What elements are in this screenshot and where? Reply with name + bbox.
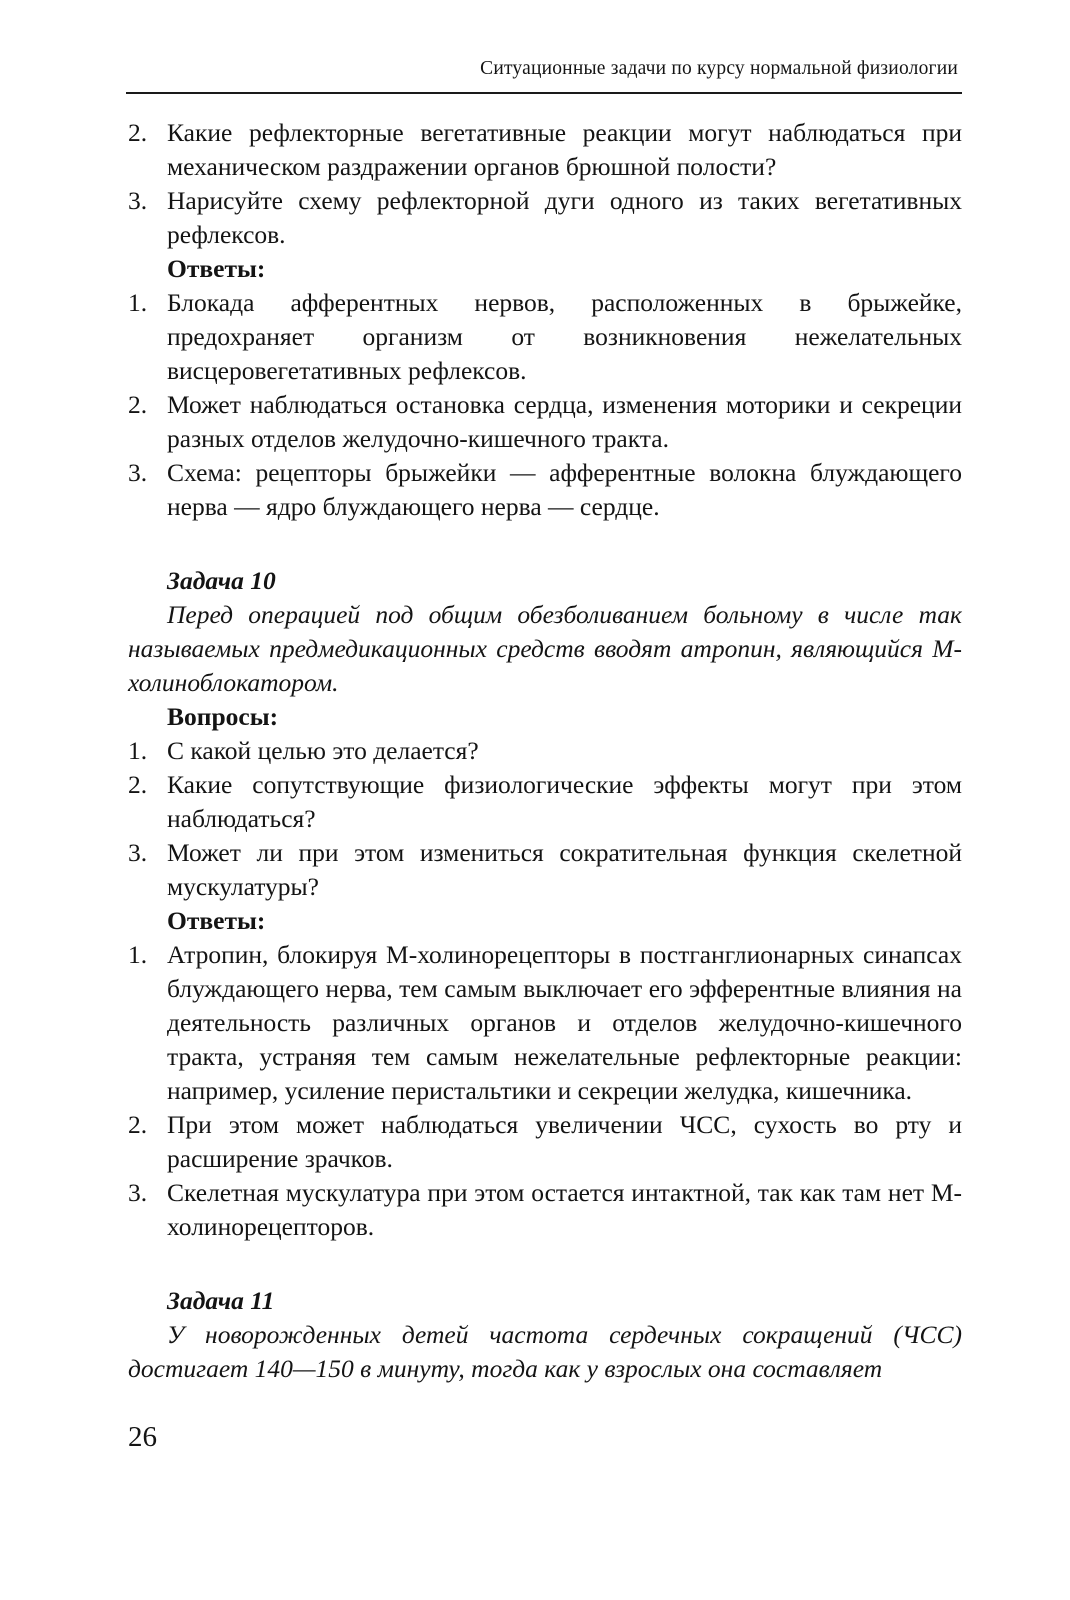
item-number: 2. — [128, 1110, 148, 1139]
item-number: 2. — [128, 390, 148, 419]
answer-item — [128, 456, 962, 524]
running-head: Ситуационные задачи по курсу нормальной физиологии — [480, 58, 958, 79]
answer-item — [128, 388, 962, 456]
questions-heading: Вопросы: — [167, 702, 279, 731]
question-item — [128, 116, 962, 184]
task-statement: У новорожденных детей частота сердечных сокращений (ЧСС) достигает 140—150 в минуту, тогда как у взрослых она составляет — [128, 1320, 962, 1383]
item-number: 3. — [128, 186, 148, 215]
question-item — [128, 734, 962, 768]
item-number: 1. — [128, 288, 148, 317]
answers-heading: Ответы: — [167, 906, 266, 935]
answers-heading: Ответы: — [167, 254, 266, 283]
item-text: Может ли при этом измениться сократительная функция скелетной мускулатуры? — [167, 838, 962, 901]
answer-item — [128, 1176, 962, 1244]
task-statement: Перед операцией под общим обезболиванием больному в числе так называемых предмедикационных средств вводят атропин, являющийся М-холиноблокатором. — [128, 600, 962, 697]
item-number: 3. — [128, 458, 148, 487]
item-text: Какие сопутствующие физиологические эффекты могут при этом наблюдаться? — [167, 770, 962, 833]
item-number: 3. — [128, 1178, 148, 1207]
question-item — [128, 768, 962, 836]
item-number: 2. — [128, 770, 148, 799]
item-text: Нарисуйте схему рефлекторной дуги одного из таких вегетативных рефлексов. — [167, 186, 962, 249]
question-item — [128, 836, 962, 904]
item-number: 2. — [128, 118, 148, 147]
item-text: Схема: рецепторы брыжейки — афферентные волокна блуждающего нерва — ядро блуждающего нерва — сердце. — [167, 458, 962, 521]
item-text: Может наблюдаться остановка сердца, изменения моторики и секреции разных отделов желудочно-кишечного тракта. — [167, 390, 962, 453]
task-title: Задача 10 — [167, 566, 276, 595]
item-text: При этом может наблюдаться увеличении ЧСС, сухость во рту и расширение зрачков. — [167, 1110, 962, 1173]
item-number: 3. — [128, 838, 148, 867]
answer-item — [128, 938, 962, 1108]
item-number: 1. — [128, 940, 148, 969]
item-text: С какой целью это делается? — [167, 736, 479, 765]
question-item — [128, 184, 962, 252]
item-text: Какие рефлекторные вегетативные реакции могут наблюдаться при механическом раздражении органов брюшной полости? — [167, 118, 962, 181]
answer-item — [128, 286, 962, 388]
item-text: Скелетная мускулатура при этом остается интактной, так как там нет М-холинорецепторов. — [167, 1178, 962, 1241]
item-text: Блокада афферентных нервов, расположенных в брыжейке, предохраняет организм от возникновения нежелательных висцеровегетативных рефлексов. — [167, 288, 962, 385]
item-number: 1. — [128, 736, 148, 765]
page-body — [128, 116, 962, 1386]
task-title: Задача 11 — [167, 1286, 275, 1315]
item-text: Атропин, блокируя М-холинорецепторы в постганглионарных синапсах блуждающего нерва, тем самым выключает его эфферентные влияния на деятельность различных органов и отделов желудочно-кишечного тракта, устраняя тем самым нежелательные рефлекторные реакции: например, усиление перистальтики и секреции желудка, кишечника. — [167, 940, 962, 1105]
answer-item — [128, 1108, 962, 1176]
page-number: 26 — [128, 1421, 157, 1453]
header-rule — [126, 92, 962, 94]
